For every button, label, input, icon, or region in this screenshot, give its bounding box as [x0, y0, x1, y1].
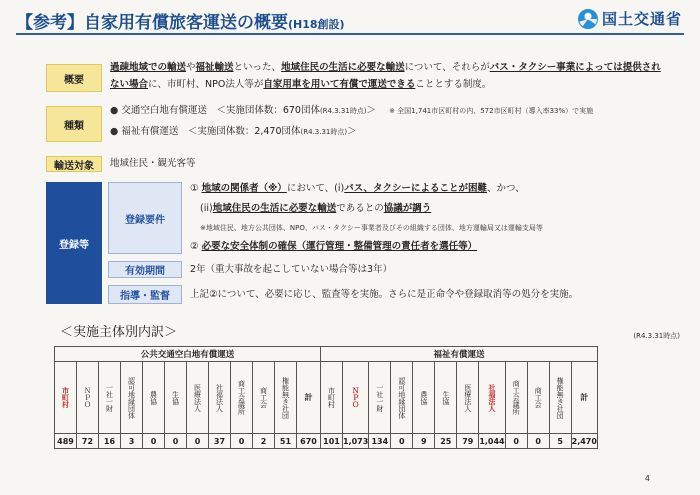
overview-line-2: ない場合に、市町村、NPO法人等が自家用車を用いて有償で運送できることとする制度。: [110, 79, 492, 90]
category-header: 農協: [143, 362, 165, 434]
category-header: 社福法人: [479, 362, 505, 434]
category-header: 医療法人: [457, 362, 479, 434]
category-header: 商工会: [527, 362, 549, 434]
supervision-value: 上記②について、必要に応じ、監査等を実施。さらに是正命令や登録取消等の処分を実施。: [190, 289, 579, 300]
breakdown-as-of: (R4.3.31時点): [633, 332, 680, 340]
category-header: 商工会議所: [505, 362, 527, 434]
table-cell: 0: [231, 434, 253, 449]
group1-header: 公共交通空白地有償運送: [55, 347, 321, 362]
requirement-2: ② 必要な安全体制の確保（運行管理・整備管理の責任者を選任等）: [190, 241, 478, 252]
table-cell: 134: [369, 434, 391, 449]
category-header: 市町村: [321, 362, 343, 434]
table-cell: 101: [321, 434, 343, 449]
category-header: 生協: [435, 362, 457, 434]
category-header: ＮＰＯ: [77, 362, 99, 434]
registration-label: 登録等: [46, 182, 102, 304]
table-cell: 1,073: [343, 434, 369, 449]
target-value: 地域住民・観光客等: [110, 158, 196, 169]
type-item-1: ● 交通空白地有償運送 ＜実施団体数：670団体(R4.3.31時点)＞ ※ 全国1,741市区町村の内、572市区町村（導入率33%）で実施: [110, 105, 594, 116]
category-header: 権能無き社団: [275, 362, 297, 434]
category-header-row: [55, 362, 598, 434]
table-cell: 79: [457, 434, 479, 449]
requirement-note: ※地域住民、地方公共団体、NPO、バス・タクシー事業者及びその組織する団体、地方運輸局又は運輸支局等: [200, 224, 543, 232]
table-cell: 0: [527, 434, 549, 449]
table-cell: 16: [99, 434, 121, 449]
group2-header: 福祉有償運送: [321, 347, 598, 362]
table-cell: 489: [55, 434, 77, 449]
total-header: 計: [297, 362, 321, 434]
table-cell: 1,044: [479, 434, 505, 449]
table-cell: 72: [77, 434, 99, 449]
target-label: 輸送対象: [46, 156, 102, 172]
type-item-2: ● 福祉有償運送 ＜実施団体数：2,470団体(R4.3.31時点)＞: [110, 126, 357, 137]
table-cell: 51: [275, 434, 297, 449]
category-header: ＮＰＯ: [343, 362, 369, 434]
total-header: 計: [571, 362, 597, 434]
category-header: 商工会議所: [231, 362, 253, 434]
mlit-logo-icon: [578, 9, 598, 29]
breakdown-title: ＜実施主体別内訳＞: [60, 325, 178, 340]
table-cell: 0: [143, 434, 165, 449]
table-cell: 25: [435, 434, 457, 449]
page-title: 【参考】自家用有償旅客運送の概要(H18創設): [16, 13, 345, 33]
requirement-1-line-2: (ii)地域住民の生活に必要な輸送であるとの協議が調う: [200, 203, 432, 214]
category-header: 権能無き社団: [549, 362, 571, 434]
category-header: 認可地縁団体: [391, 362, 413, 434]
category-header: 一社一財: [99, 362, 121, 434]
group-header-row: [55, 347, 598, 362]
category-header: 市町村: [55, 362, 77, 434]
category-header: 一社一財: [369, 362, 391, 434]
category-header: 商工会: [253, 362, 275, 434]
types-label: 種類: [46, 106, 102, 142]
category-header: 生協: [165, 362, 187, 434]
ministry-name: 国土交通省: [601, 10, 682, 28]
total-cell: 2,470: [571, 434, 597, 449]
requirements-label: 登録要件: [108, 182, 182, 254]
supervision-label: 指導・監督: [108, 285, 182, 304]
table-cell: 0: [391, 434, 413, 449]
page-number: 4: [644, 474, 650, 483]
table-cell: 0: [187, 434, 209, 449]
overview-label: 概要: [46, 64, 102, 92]
table-cell: 0: [165, 434, 187, 449]
title-rule: [16, 33, 684, 35]
category-header: 農協: [413, 362, 435, 434]
category-header: 医療法人: [187, 362, 209, 434]
validity-label: 有効期間: [108, 261, 182, 278]
table-cell: 9: [413, 434, 435, 449]
requirement-1-line-1: ① 地域の関係者（※）において、(i)バス、タクシーによることが困難、かつ、: [190, 183, 525, 194]
table-cell: 0: [505, 434, 527, 449]
table-cell: 5: [549, 434, 571, 449]
breakdown-table: [54, 346, 598, 449]
overview-line-1: 過疎地域での輸送や福祉輸送といった、地域住民の生活に必要な輸送について、それらがバス・タクシー事業によっては提供され: [110, 62, 661, 73]
table-cell: 2: [253, 434, 275, 449]
table-cell: 3: [121, 434, 143, 449]
category-header: 認可地縁団体: [121, 362, 143, 434]
value-row: [55, 434, 598, 449]
total-cell: 670: [297, 434, 321, 449]
table-cell: 37: [209, 434, 231, 449]
category-header: 社福法人: [209, 362, 231, 434]
validity-value: 2年（重大事故を起こしていない場合等は3年）: [190, 264, 393, 275]
ministry-logo: [578, 8, 682, 29]
